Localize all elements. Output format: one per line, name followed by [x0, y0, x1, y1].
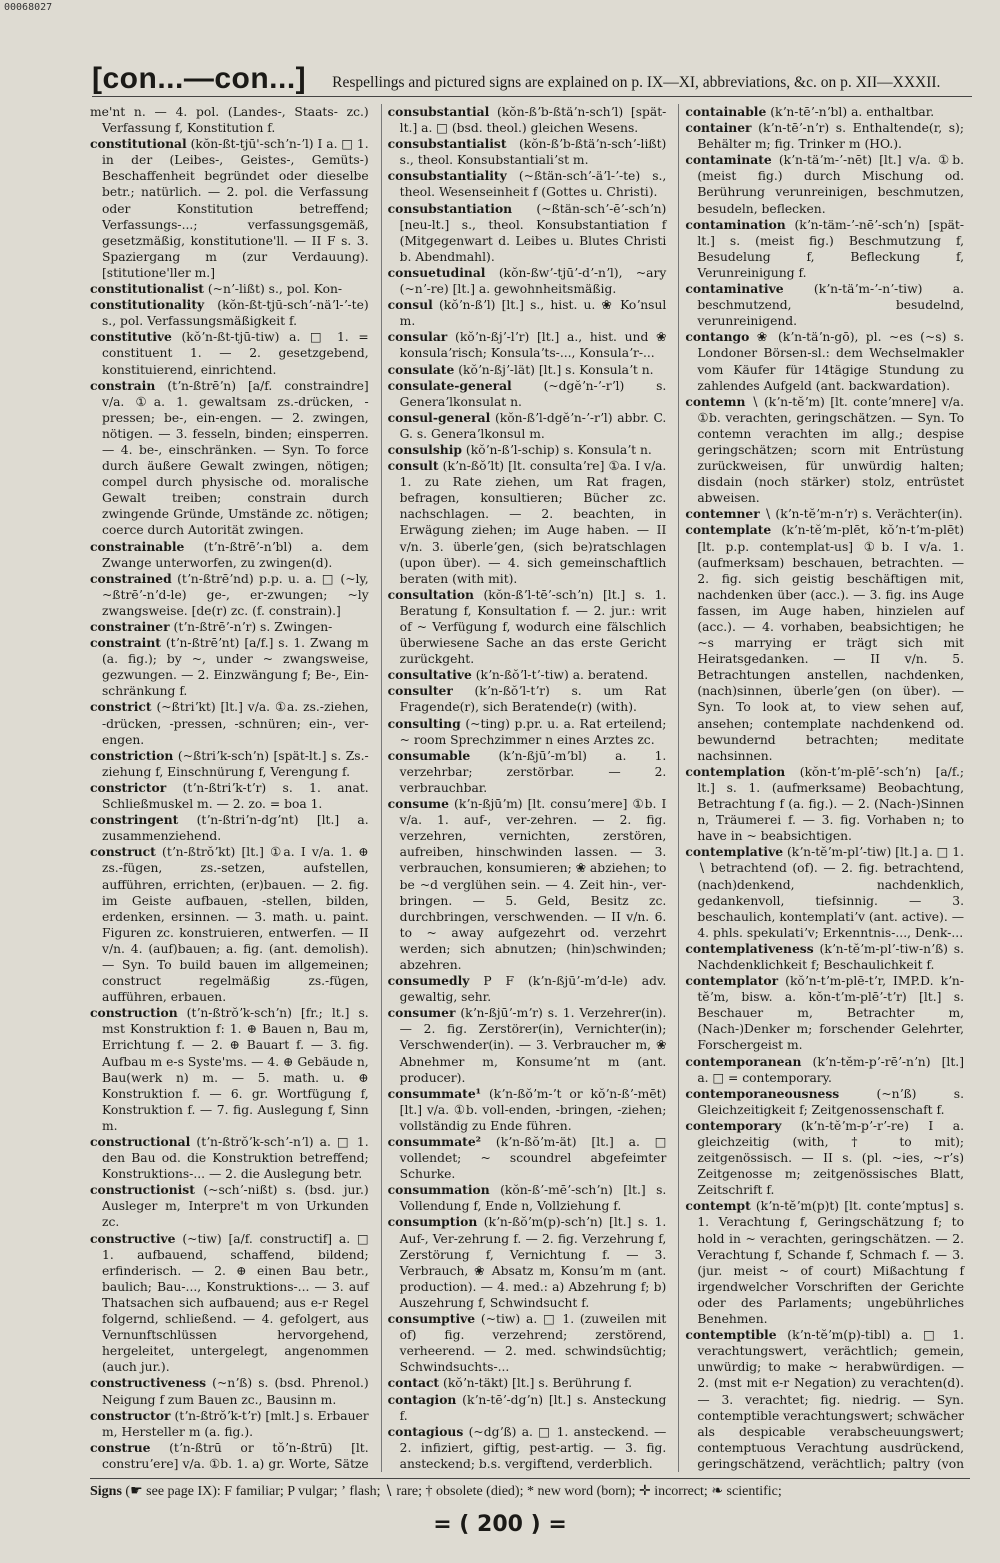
dictionary-entry: [90, 780, 369, 812]
entry-definition: (kŏʼn-ßjʼ-lät) [lt.] s. Konsulaʼt n.: [458, 362, 654, 377]
dictionary-entry: [90, 297, 369, 329]
entry-headword: consul-general: [387, 409, 491, 425]
entry-definition: (kʼn-ßjūʼ-mʼbl) a. 1. verzehrbar; zerstörbar. — 2. verbrauchbar.: [399, 748, 667, 795]
entry-headword: consubstantial: [387, 104, 490, 119]
dictionary-entry: [90, 1375, 369, 1407]
entry-headword: consumable: [387, 747, 471, 763]
dictionary-entry: [388, 329, 667, 361]
entry-headword: consume: [387, 796, 450, 812]
page-header: [92, 58, 972, 97]
entry-definition: (tʼn-ßtrū or tŏʼn-ßtrū) [lt. construʼere] v/a. ①b. 1. a) gr. Worte, Sätze: [102, 1440, 369, 1471]
entry-headword: constrainer: [90, 619, 170, 634]
entry-definition: (kŏn-ßʼ-mēʼ-schʼn) [lt.] s. Vollendung f, Ende n, Vollziehung f.: [399, 1183, 667, 1214]
dictionary-entry: [388, 1005, 667, 1085]
dictionary-entry: [388, 683, 667, 715]
dictionary-entry: [388, 973, 667, 1005]
dictionary-entry: [685, 1118, 964, 1198]
entry-headword: constructiveness: [90, 1375, 207, 1391]
entry-definition: (~nʼß) s. Gleichzeitigkeit f; Zeitgenossenschaft f.: [697, 1086, 964, 1117]
entry-definition: (~ßtriʼkt) [lt.] v/a. ①a. zs.-ziehen, -drücken, -pressen, -schnüren; ein-, ver-engen.: [102, 700, 369, 747]
dictionary-entry: [90, 136, 369, 281]
dictionary-entry: [90, 812, 369, 844]
entry-definition: (kʼn-tĕʼm-pʼ-rʼ-re) I a. gleichzeitig (with, † to mit); zeitgenössisch. — II s. (pl. ~ies, ~rʼs) Zeitgenosse m; zeitgenössisches Blatt, Zeitschrift f.: [697, 1118, 965, 1198]
entry-definition: (kʼn-ßjūʼm) [lt. consuʼmere] ①b. I v/a. 1. auf-, ver-zehren. — 2. fig. verzehren, vernichten, zerstören, aufreiben, hinschwinden lassen. — 3. verbrauchen, konsumieren; ❀ abziehen; to be ~d verglühen sein. — 4. Zeit hin-, ver-bringen. — 5. Geld, Besitz zc. durchbringen, verschwenden. — II v/n. 6. to ~ away aufgezehrt od. verzehrt werden; sich abnutzen; (hin)schwinden; abzehren.: [399, 797, 667, 972]
entry-headword: constructor: [90, 1407, 171, 1423]
entry-headword: consulting: [387, 715, 461, 731]
entry-headword: constructional: [90, 1134, 191, 1149]
entry-headword: constringent: [90, 812, 179, 828]
dictionary-entry: [388, 1086, 667, 1134]
entry-definition: (~ßtän-schʼ-äʼl-ʼ-te) s., theol. Wesenseinheit f (Gottes u. Christi).: [399, 169, 667, 200]
entry-definition: (~nʼß) s. (bsd. Phrenol.) Neigung f zum Bauen zc., Bausinn m.: [102, 1376, 369, 1407]
entry-definition: (kʼn-täʼm-ʼ-nēt) [lt.] v/a. ①b. (meist fig.) durch Mischung od. Berührung verunreinigen, beschmutzen, besudeln, beflecken.: [697, 153, 965, 216]
entry-definition: (tʼn-ßtrēʼnt) [a/f.] s. 1. Zwang m (a. fig.); by ~, under ~ zwangsweise, gezwungen. — 2. Einzwängung f; Be-, Ein-schränkung f.: [102, 636, 369, 699]
entry-headword: contemplator: [685, 973, 779, 989]
signs-label: Signs: [90, 1484, 122, 1499]
entry-headword: consubstantiality: [387, 168, 507, 184]
entry-headword: constrictor: [90, 779, 167, 795]
dictionary-entry: [685, 281, 964, 329]
entry-definition: (kʼn-ßŏʼm(p)-schʼn) [lt.] s. 1. Auf-, Ver-zehrung f. — 2. fig. Verzehrung f, Zerstörung f, Vernichtung f. — 3. Verbrauch, ❀ Absatz m, Konsuʼm m (ant. production). — 4. med.: a) Abzehrung f; b) Auszehrung f, Schwindsucht f.: [399, 1215, 667, 1310]
pointing-hand-icon: (☛: [125, 1484, 143, 1499]
entry-headword: consubstantiation: [387, 200, 513, 216]
entry-headword: constriction: [90, 747, 174, 763]
entry-headword: constrained: [90, 570, 172, 586]
dictionary-entry: [685, 104, 964, 120]
entry-definition: (kŏn-ßʼl-dgĕʼn-ʼ-rʼl) abbr. C. G. s. Generaʼlkonsul m.: [399, 410, 667, 441]
dictionary-entry: [685, 394, 964, 507]
entry-definition: (kʼn-tĕʼm-plēt, kŏʼn-tʼm-plēt) [lt. p.p. contemplat-us] ①b. I v/a. 1. (aufmerksam) beschauen, betrachten. — 2. fig. sich geistig beschäftigen mit, nachdenken über (acc.). — 3. fig. ins Auge fassen, im Auge haben, hinzielen auf (acc.). — 4. vorhaben, beabsichtigen; he ~s marrying er trägt sich mit Heiratsgedanken. — II v/n. 5. Betrachtungen anstellen, nachdenken, (nach)sinnen, überleʼgen (on über). — Syn. To look at, to view sehen auf, ansehen; contemplate nachdenkend od. bewundernd betrachten; meditate nachsinnen.: [697, 523, 965, 763]
entry-definition: (kʼn-ßŏʼm-ʼt or kŏʼn-ßʼ-mēt) [lt.] v/a. ①b. voll-enden, -bringen, -ziehen; vollständig zu Ende führen.: [399, 1086, 667, 1133]
entry-headword: constrain: [90, 377, 156, 393]
entry-headword: contemporaneousness: [685, 1085, 840, 1101]
entry-headword: containable: [685, 104, 767, 119]
entry-definition: (kŏʼn-ßʼl-schip) s. Konsulaʼt n.: [465, 442, 652, 457]
dictionary-entry: [388, 168, 667, 200]
entry-headword: constraint: [90, 635, 161, 651]
entry-definition: (kʼn-tēʼ-nʼr) s. Enthaltende(r, s); Behälter m; fig. Trinker m (HO.).: [697, 121, 965, 152]
entry-headword: contemner: [685, 506, 760, 522]
entry-definition: (tʼn-ßtrŏʼk-tʼr) [mlt.] s. Erbauer m, Hersteller m (a. fig.).: [102, 1408, 369, 1439]
dictionary-entry: [90, 844, 369, 1005]
dictionary-entry: [388, 587, 667, 667]
entry-headword: consuetudinal: [387, 264, 486, 280]
entry-definition: (kʼn-tĕʼm(p)-tibl) a. □ 1. verachtungswert, verächtlich; gemein, unwürdig; to make ~ herabwürdigen. — 2. (mst mit e-r Negation) zu verachten(d). — 3. verachtet; fig. niedrig. — Syn. contemptible verachtungswert; schwächer als despicable verabscheuungswert; contemptuous Verachtung ausdrückend, geringschätzend, verächtlich; paltry (von: [697, 1328, 965, 1471]
entry-definition: (~ßtän-schʼ-ēʼ-schʼn) [neu-lt.] s., theol. Konsubstantiation f (Mitgegenwart d. Leibes u. Blutes Christi b. Abendmahl).: [399, 201, 667, 264]
dictionary-entry: [388, 1424, 667, 1472]
dictionary-entry: [685, 1327, 964, 1472]
entry-definition: (tʼn-ßtrŏʼk-schʼ-nʼl) a. □ 1. den Bau od. die Konstruktion betreffend; Konstruktions-... — 2. die Auslegung betr.: [102, 1135, 369, 1182]
entry-definition: (kŏn-ßʼl-tēʼ-schʼn) [lt.] s. 1. Beratung f, Konsultation f. — 2. jur.: writ of ~ Verfügung f, wodurch eine fälschlich überwiesene Sache an das erste Gericht zurückgeht.: [399, 587, 667, 667]
entry-definition: (kʼn-tĕm-pʼ-rēʼ-nʼn) [lt.] a. □ = contemporary.: [697, 1054, 965, 1085]
page-number: = ( 200 ) =: [433, 1512, 567, 1537]
entry-headword: constitutive: [90, 329, 172, 345]
entry-definition: P F (kʼn-ßjūʼ-mʼd-le) adv. gewaltig, sehr.: [399, 974, 667, 1005]
dictionary-entry: [388, 796, 667, 973]
dictionary-entry: [685, 217, 964, 281]
entry-headword: consummate²: [387, 1134, 482, 1149]
entry-definition: (kŏn-ßʼb-ßtäʼn-schʼ-lißt) s., theol. Konsubstantialiʼst m.: [399, 137, 667, 168]
dictionary-entry: [90, 571, 369, 619]
dictionary-entry: [388, 136, 667, 168]
dictionary-entry: [388, 265, 667, 297]
entry-headword: consulate: [387, 361, 455, 377]
dictionary-entry: [388, 297, 667, 329]
entry-definition: (kŏn-ßwʼ-tjūʼ-dʼ-nʼl), ~ary (~nʼ-re) [lt.] a. gewohnheitsmäßig.: [399, 265, 667, 297]
dictionary-entry: [388, 1214, 667, 1311]
dictionary-entry: [388, 1392, 667, 1424]
dictionary-entry: [388, 378, 667, 410]
scan-id: 00068027: [4, 2, 53, 13]
entry-headword: contemporary: [685, 1117, 782, 1133]
entry-definition: (kŏʼn-ßʼl) [lt.] s., hist. u. ❀ Koʼnsul m.: [399, 298, 667, 329]
entry-headword: contemn: [685, 393, 746, 409]
entry-definition: (kʼn-ßŏʼm-ät) [lt.] a. □ vollendet; ~ scoundrel abgefeimter Schurke.: [399, 1135, 667, 1182]
dictionary-entry: [90, 281, 369, 297]
entry-headword: consulship: [387, 441, 462, 457]
entry-headword: consult: [387, 458, 439, 474]
dictionary-entry: [90, 748, 369, 780]
entry-headword: consulter: [387, 683, 453, 699]
dictionary-entry: [685, 522, 964, 763]
dictionary-entry: [388, 442, 667, 458]
dictionary-entry: [685, 329, 964, 393]
dictionary-entry: [388, 667, 667, 683]
entry-definition: ∖ (kʼn-tĕʼm) [lt. conteʼmnere] v/a. ①b. verachten, geringschätzen. — Syn. To contemn verachten im allg.; despise geringschätzen; scorn mit Entrüstung zurückweisen, für unwürdig halten; disdain (noch stärker) stolz, entrüstet abweisen.: [697, 394, 965, 506]
entry-definition: me'nt n. — 4. pol. (Landes-, Staats- zc.) Verfassung f, Konstitution f.: [90, 105, 369, 136]
entry-definition: (tʼn-ßtrēʼnd) p.p. u. a. □ (~ly, ~ßtrēʼ-nʼd-le) ge-, er-zwungen; ~ly zwangsweise. [de(r) zc. (f. constrain).]: [102, 571, 369, 618]
entry-headword: consulate-general: [387, 377, 512, 393]
dictionary-entry: [90, 635, 369, 699]
entry-definition: (tʼn-ßtrēʼ-nʼbl) a. dem Zwange unterworfen, zu zwingen(d).: [102, 539, 369, 570]
dictionary-entry: [685, 1054, 964, 1086]
entry-definition: (kʼn-täʼm-ʼ-nʼ-tiw) a. beschmutzend, besudelnd, verunreinigend.: [697, 282, 965, 329]
entry-definition: (tʼn-ßtrēʼn) [a/f. constraindre] v/a. ①a. 1. gewaltsam zs.-drücken, -pressen; be-, ein-engen. — 2. zwingen, nötigen. — 3. fesseln, binden; einsperren. — 4. be-, einschränken. — Syn. To force durch äußere Gewalt zwingen, nötigen; compel durch physische od. moralische Gewalt treiben; constrain durch zwingende Gründe, Umstände zc. nötigen; coerce durch Autorität zwingen.: [102, 378, 369, 538]
entry-headword: consultative: [387, 667, 472, 683]
dictionary-entry: [90, 539, 369, 571]
dictionary-entry: [388, 1375, 667, 1391]
column-1: [90, 104, 375, 1472]
entry-headword: consul: [387, 297, 433, 313]
entry-headword: consultation: [387, 586, 474, 602]
entry-definition: (kŏʼn-ßt-tjū-tiw) a. □ 1. = constituent 1. — 2. gesetzgebend, konstituierend, einrichtend.: [102, 330, 369, 377]
entry-definition: (kʼn-tĕʼm-plʼ-tiw-nʼß) s. Nachdenklichkeit f; Beschaulichkeit f.: [697, 941, 965, 972]
entry-headword: contempt: [685, 1198, 751, 1214]
entry-definition: (kŏn-ßt-tjū'-schʼn-ʼl) I a. □ 1. in der (Leibes-, Geistes-, Gemüts-) Beschaffenheit begründet oder dieselbe betr.; natürlich. — 2. pol. die Verfassung oder Konstitution betreffend; Verfassungs-...; verfassungsgemäß, gesetzmäßig, konstitutione'll. — II F s. 3. Spaziergang m (zur Verdauung). [stitutione'ller m.]: [102, 137, 369, 280]
entry-headword: constructive: [90, 1230, 176, 1246]
entry-definition: (kŏʼn-täkt) [lt.] s. Berührung f.: [443, 1376, 633, 1391]
dictionary-entry: [388, 716, 667, 748]
dictionary-entry: [90, 104, 369, 136]
dictionary-entry: [685, 973, 964, 1053]
header-note: Respellings and pictured signs are explained on p. IX—XI, abbreviations, &c. on p. XII—XXXII.: [332, 74, 941, 91]
entry-headword: consummation: [387, 1182, 490, 1198]
dictionary-entry: [90, 1182, 369, 1230]
dictionary-entry: [388, 362, 667, 378]
dictionary-entry: [388, 1134, 667, 1182]
signs-text: see page IX): F familiar; P vulgar; ʼ flash; ∖ rare; † obsolete (died); * new word (born); ✛ incorrect; ❧ scientific;: [146, 1484, 782, 1499]
dictionary-entry: [90, 1134, 369, 1182]
entry-headword: consumptive: [387, 1311, 476, 1327]
entry-headword: contagious: [387, 1423, 464, 1439]
entry-definition: (~ting) p.pr. u. a. Rat erteilend; ~ room Sprechzimmer n eines Arztes zc.: [399, 716, 667, 747]
entry-definition: ❀ (kʼn-täʼn-gō), pl. ~es (~s) s. Londoner Börsen-sl.: dem Wechselmakler vom Käufer für 14tägige Stundung zu zahlendes Aufgeld (ant. backwardation).: [697, 330, 965, 393]
entry-definition: (kʼn-ßŏʼl-tʼr) s. um Rat Fragende(r), sich Beratende(r) (with).: [399, 684, 667, 715]
entry-definition: (tʼn-ßtrēʼ-nʼr) s. Zwingen-: [173, 620, 333, 634]
dictionary-entry: [90, 619, 369, 635]
entry-headword: contagion: [387, 1391, 457, 1407]
dictionary-entry: [90, 1440, 369, 1472]
entry-definition: (~tiw) [a/f. constructif] a. □ 1. aufbauend, schaffend, bildend; erfinderisch. — 2. ⊕ einen Bau betr., baulich; Bau-..., Konstruktions-... — 3. auf Thatsachen sich aufbauend; aus e-r Regel folgernd, schließend. — 4. gefolgert, aus Vernunftschlüssen hervorgehend, hergeleitet, untergelegt, angenommen (auch jur.).: [102, 1231, 369, 1375]
entry-headword: contamination: [685, 216, 786, 232]
dictionary-entry: [90, 1231, 369, 1376]
entry-headword: constitutionality: [90, 297, 205, 313]
dictionary-entry: [685, 844, 964, 941]
dictionary-entry: [685, 152, 964, 216]
dictionary-entry: [90, 329, 369, 377]
dictionary-entry: [388, 201, 667, 265]
dictionary-entry: [388, 1311, 667, 1375]
entry-definition: (~tiw) a. □ 1. (zuweilen mit of) fig. verzehrend; zerstörend, verheerend. — 2. med. schwindsüchtig; Schwindsuchts-...: [399, 1312, 667, 1375]
entry-headword: construe: [90, 1439, 151, 1455]
entry-headword: contemptible: [685, 1327, 777, 1343]
entry-definition: (kʼn-täm-ʼ-nēʼ-schʼn) [spät-lt.] s. (meist fig.) Beschmutzung f, Besudelung f, Befleckung f, Verunreinigung f.: [697, 217, 965, 280]
header-range: [con...—con...]: [92, 62, 307, 95]
entry-headword: constrainable: [90, 538, 185, 554]
entry-headword: consumedly: [387, 973, 470, 989]
entry-definition: (kŏʼn-ßjʼ-lʼr) [lt.] a., hist. und ❀ konsulaʼrisch; Konsulaʼts-..., Konsulaʼr-...: [399, 330, 667, 361]
entry-definition: (~schʼ-nißt) s. (bsd. jur.) Ausleger m, Interpre't m von Urkunden zc.: [102, 1183, 369, 1230]
entry-headword: contemplativeness: [685, 940, 814, 956]
entry-headword: contemplate: [685, 522, 772, 538]
entry-definition: (~ßtriʼk-schʼn) [spät-lt.] s. Zs.-ziehung f, Einschnürung f, Verengung f.: [102, 748, 369, 779]
entry-definition: ∖ (kʼn-tĕʼm-nʼr) s. Verächter(in).: [763, 507, 963, 522]
entry-definition: (kʼn-tĕʼm(p)t) [lt. conteʼmptus] s. 1. Verachtung f, Geringschätzung f; to hold in ~ verachten, geringschätzen. — 2. Verachtung f, Schande f, Schmach f. — 3. (jur. meist ~ of court) Mißachtung f irgendwelcher Vorschriften der Gerichte oder des Parlaments; ungebührliches Benehmen.: [697, 1199, 965, 1327]
entry-definition: (tʼn-ßtriʼk-tʼr) s. 1. anat. Schließmuskel m. — 2. zo. = boa 1.: [102, 780, 369, 812]
dictionary-columns: [90, 104, 970, 1472]
dictionary-entry: [388, 104, 667, 136]
entry-definition: (kʼn-ßŏʼlt) [lt. consultaʼre] ①a. I v/a. 1. zu Rate ziehen, um Rat fragen, befragen, konsultieren; Bücher zc. nachschlagen. — 2. beachten, in Erwägung ziehen; im Auge haben. — II v/n. 3. überleʼgen, (sich be)ratschlagen (upon über). — 4. sich gemeinschaftlich beraten (with mit).: [399, 459, 667, 586]
entry-definition: (kʼn-ßjūʼ-mʼr) s. 1. Verzehrer(in). — 2. fig. Zerstörer(in), Vernichter(in); Verschwender(in). — 3. Verbraucher m, ❀ Abnehmer m, Konsumeʼnt m (ant. producer).: [399, 1006, 667, 1085]
entry-headword: consumer: [387, 1005, 456, 1021]
dictionary-entry: [388, 410, 667, 442]
column-2: [381, 104, 673, 1472]
dictionary-entry: [388, 458, 667, 587]
dictionary-entry: [90, 699, 369, 747]
signs-legend: [90, 1478, 970, 1500]
entry-definition: (kŏn-ßt-tjū-schʼ-näʼl-ʼ-te) s., pol. Verfassungsmäßigkeit f.: [102, 298, 369, 329]
entry-definition: (kŏʼn-tʼm-plē-tʼr, IMP.D. kʼn-tĕʼm, bisw. a. kŏn-tʼm-plēʼ-tʼr) [lt.] s. Beschauer m, Betrachter m, (Nach-)Denker m; forschender Gelehrter, Forschergeist m.: [697, 974, 965, 1053]
entry-headword: construct: [90, 844, 156, 860]
entry-headword: consumption: [387, 1214, 478, 1230]
entry-headword: consular: [387, 329, 448, 345]
entry-definition: (~nʼ-lißt) s., pol. Kon-: [207, 282, 343, 297]
dictionary-entry: [388, 1182, 667, 1214]
dictionary-entry: [685, 1086, 964, 1118]
entry-headword: constrict: [90, 699, 152, 715]
entry-headword: consubstantialist: [387, 136, 507, 152]
entry-definition: (~dgʼß) a. □ 1. ansteckend. — 2. infiziert, giftig, pest-artig. — 3. fig. ansteckend; b.s. vergiftend, verderblich.: [399, 1424, 667, 1471]
dictionary-entry: [388, 748, 667, 796]
entry-definition: (tʼn-ßtriʼn-dgʼnt) [lt.] a. zusammenziehend.: [102, 813, 369, 844]
entry-definition: (kʼn-tēʼ-dgʼn) [lt.] s. Ansteckung f.: [399, 1392, 667, 1423]
entry-headword: contemplative: [685, 844, 784, 860]
dictionary-entry: [685, 764, 964, 844]
dictionary-entry: [90, 378, 369, 539]
column-3: [678, 104, 970, 1472]
entry-headword: construction: [90, 1005, 178, 1021]
entry-headword: constructionist: [90, 1182, 195, 1198]
dictionary-entry: [90, 1408, 369, 1440]
entry-headword: constitutionalist: [90, 281, 204, 297]
dictionary-entry: [685, 1198, 964, 1327]
entry-headword: consummate¹: [387, 1085, 482, 1101]
entry-headword: contaminate: [685, 152, 772, 168]
entry-headword: container: [685, 120, 752, 136]
dictionary-entry: [685, 120, 964, 152]
entry-headword: constitutional: [90, 136, 187, 152]
entry-definition: (tʼn-ßtrŏʼk-schʼn) [fr.; lt.] s. mst Konstruktion f: 1. ⊕ Bauen n, Bau m, Errichtung f. — 2. ⊕ Bauart f. — 3. fig. Aufbau m e-s Syste'ms. — 4. ⊕ Gebäude n, Bau(werk n) m. — 5. math. u. ⊕ Konstruktion f. — 6. gr. Wortfügung f, Konstruktion f. — 7. fig. Auslegung f, Sinn m.: [102, 1006, 369, 1133]
entry-definition: (~dgĕʼn-ʼ-rʼl) s. Generaʼlkonsulat n.: [399, 378, 667, 409]
entry-headword: contact: [387, 1375, 440, 1391]
entry-definition: (kʼn-tĕʼm-plʼ-tiw) [lt.] a. □ 1. ∖ betrachtend (of). — 2. fig. betrachtend, (nach)denkend, nachdenklich, gedankenvoll, tiefsinnig. — 3. beschaulich, kontemplatiʼv (ant. active). — 4. phls. spekulatiʼv; Erkenntnis-..., Denk-...: [697, 845, 965, 940]
entry-headword: contemplation: [685, 763, 786, 779]
entry-definition: (kʼn-ßŏʼl-tʼ-tiw) a. beratend.: [475, 668, 649, 683]
entry-definition: (tʼn-ßtrŏʼkt) [lt.] ①a. I v/a. 1. ⊕ zs.-fügen, zs.-setzen, aufstellen, aufführen, errichten, (er)bauen. — 2. fig. im Geiste aufbauen, -stellen, bilden, erdenken, ersinnen. — 3. math. u. paint. Figuren zc. konstruieren, entwerfen. — II v/n. 4. (auf)bauen; a. fig. (ant. demolish). — Syn. To build bauen im allgemeinen; construct regelmäßig zs.-fügen, aufführen, erbauen.: [102, 845, 369, 1005]
entry-headword: contaminative: [685, 281, 784, 297]
entry-definition: (kŏn-ßʼb-ßtäʼn-schʼl) [spät-lt.] a. □ (bsd. theol.) gleichen Wesens.: [399, 105, 667, 136]
dictionary-entry: [685, 506, 964, 522]
dictionary-entry: [685, 941, 964, 973]
dictionary-entry: [90, 1005, 369, 1134]
entry-headword: contemporanean: [685, 1053, 802, 1069]
entry-definition: (kŏn-tʼm-plēʼ-schʼn) [a/f.; lt.] s. 1. (aufmerksame) Beobachtung, Betrachtung f (a. fig.). — 2. (Nach-)Sinnen n, Träumerei f. — 3. fig. Vorhaben n; to have in ~ beabsichtigen.: [697, 764, 965, 844]
entry-definition: (kʼn-tēʼ-nʼbl) a. enthaltbar.: [770, 105, 935, 119]
entry-headword: contango: [685, 329, 750, 345]
